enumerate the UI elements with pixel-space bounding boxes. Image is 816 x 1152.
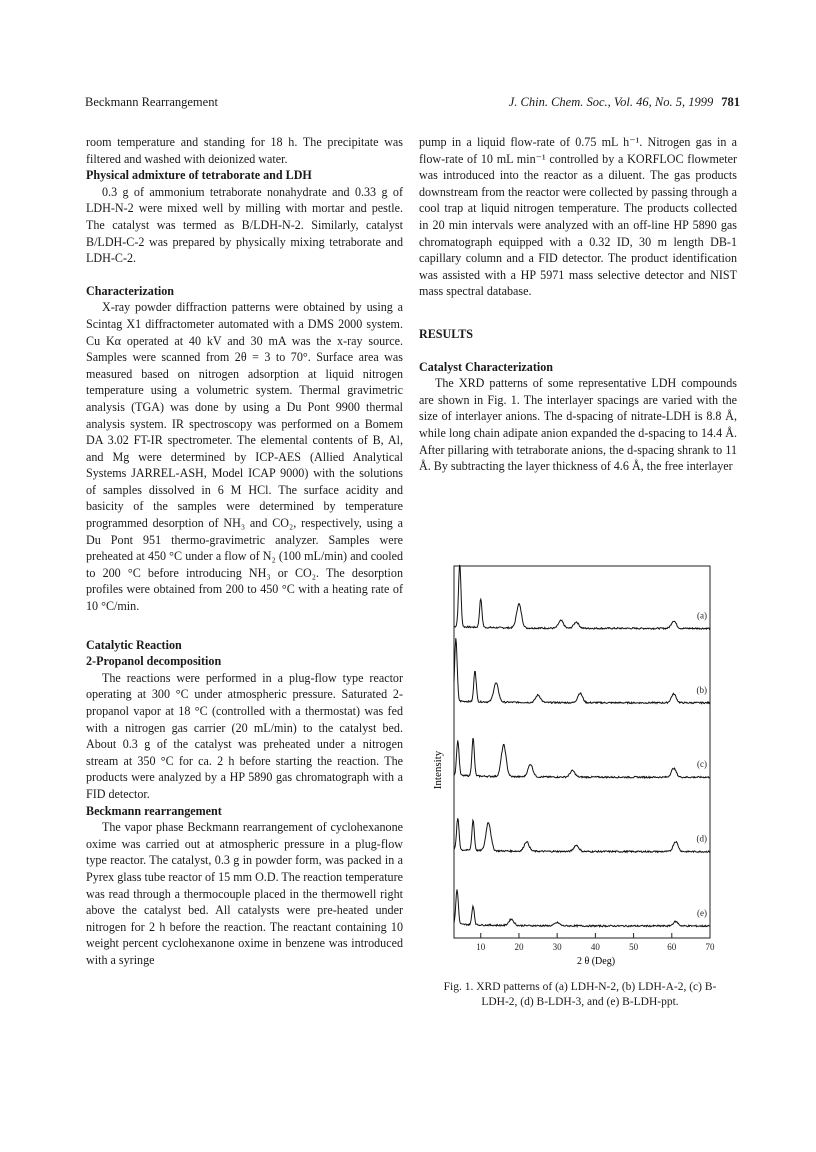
heading-characterization: Characterization <box>86 283 174 298</box>
x-axis-label: 2 θ (Deg) <box>576 956 616 967</box>
header-citation: J. Chin. Chem. Soc., Vol. 46, No. 5, 1999 <box>508 95 714 109</box>
xrd-trace-4 <box>454 818 710 852</box>
paragraph-characterization: X-ray powder diffraction patterns were obtained by using a Scintag X1 diffractometer automated with a DMS 2000 system. Cu Kα operated at 40 kV and 30 mA was the x-ray source. Samples were scanned from 2θ = 3 to 70°. Surface area was measured based on nitrogen adsorption at liquid nitrogen temperature using a volumetric system. Thermal gravimetric analysis (TGA) was done by using a Du Pont 9900 thermal analysis system. IR spectroscopy was performed on a Bomem DA 3.02 FT-IR spectrometer. The elemental contents of B, Al, and Mg were determined by ICP-AES (Allied Analytical Systems JARREL-ASH, Model ICAP 9000) with the solutions of samples dissolved in 6 M HCl. The surface acidity and basicity of the samples were determined by temperature programmed desorption of NH₃ and CO₂, respectively, using a Du Pont 951 thermo-gravimetric analyzer. Samples were preheated at 450 °C under a flow of N₂ (100 mL/min) and cooled to 200 °C before introducing NH₃ or CO₂. The desorption profiles were obtained from 200 to 450 °C with a heating rate of 10 °C/min. <box>86 300 403 614</box>
header-journal <box>509 95 740 110</box>
paragraph-results: The XRD patterns of some representative LDH compounds are shown in Fig. 1. The interlayer spacings are varied with the size of interlayer anions. The d-spacing of nitrate-LDH is 8.8 Å, while long chain adipate anion expanded the d-spacing to 14.4 Å. After pillaring with tetraborate anions, the d-spacing shrank to 11 Å. By subtracting the layer thickness of 4.6 Å, the free interlayer <box>419 376 737 474</box>
figure-caption: Fig. 1. XRD patterns of (a) LDH-N-2, (b) LDH-A-2, (c) B-LDH-2, (d) B-LDH-3, and (e) B-LDH-ppt. <box>443 981 717 1008</box>
series-label: (b) <box>696 684 707 695</box>
paragraph-beckmann: The vapor phase Beckmann rearrangement of cyclohexanone oxime was carried out at atmospheric pressure in a plug-flow type reactor. The catalyst, 0.3 g in powder form, was packed in a Pyrex glass tube reactor of 15 mm O.D. The reaction temperature was read through a thermocouple placed in the thermowell right above the catalyst bed. All catalysts were pre-heated under nitrogen for 2 h before the reaction. The reactant containing 10 weight percent cyclohexanone oxime in benzene was introduced with a syringe <box>86 820 403 967</box>
header-title: Beckmann Rearrangement <box>85 95 218 109</box>
x-tick-label: 40 <box>590 942 600 952</box>
xrd-trace-5 <box>454 889 710 926</box>
x-tick-label: 50 <box>629 942 639 952</box>
x-tick-label: 60 <box>667 942 677 952</box>
xrd-figure <box>420 560 740 970</box>
x-tick-label: 70 <box>705 942 715 952</box>
series-label: (e) <box>697 908 707 918</box>
left-column <box>86 134 403 969</box>
running-header <box>85 95 740 113</box>
y-axis-label: Intensity <box>432 750 444 790</box>
heading-physical-admixture: Physical admixture of tetraborate and LDH <box>86 168 312 183</box>
x-tick-label: 20 <box>514 942 524 952</box>
series-label: (c) <box>697 759 707 770</box>
right-column <box>419 134 737 475</box>
heading-catalytic-reaction: Catalytic Reaction <box>86 637 182 652</box>
paragraph-continued-right: pump in a liquid flow-rate of 0.75 mL h⁻¹. Nitrogen gas in a flow-rate of 10 mL min⁻¹ controlled by a KORFLOC flowmeter was introduced into the reactor as a diluent. The gas products downstream from the reactor were collected by passing through a cool trap at liquid nitrogen temperature. The products collected in 20 min intervals were analyzed with an off-line HP 5890 gas chromatograph equipped with a 0.32 ID, 30 m length DB-1 capillary column and a FID detector. The product identification was assisted with a HP 5971 mass selective detector and NIST mass spectral database. <box>419 135 737 299</box>
xrd-trace-3 <box>454 738 710 778</box>
x-tick-label: 10 <box>476 942 486 952</box>
series-label: (d) <box>696 833 707 844</box>
page-number: 781 <box>721 95 740 109</box>
series-label: (a) <box>697 610 707 621</box>
xrd-plot-area <box>454 565 715 952</box>
paragraph-continued: room temperature and standing for 18 h. The precipitate was filtered and washed with deionized water. <box>86 135 403 166</box>
xrd-trace-2 <box>454 638 710 703</box>
x-tick-label: 30 <box>552 942 562 952</box>
paragraph-physical-admixture: 0.3 g of ammonium tetraborate nonahydrate and 0.33 g of LDH-N-2 were mixed well by milling with mortar and pestle. The catalyst was termed as B/LDH-N-2. Similarly, catalyst B/LDH-C-2 was prepared by physically mixing tetraborate and LDH-C-2. <box>86 184 403 266</box>
plot-frame <box>454 566 710 938</box>
heading-propanol-decomposition: 2-Propanol decomposition <box>86 654 222 669</box>
xrd-trace-1 <box>454 565 710 629</box>
heading-results: RESULTS <box>419 326 474 341</box>
heading-beckmann-rearrangement: Beckmann rearrangement <box>86 803 222 818</box>
heading-catalyst-characterization: Catalyst Characterization <box>419 359 554 374</box>
paragraph-propanol: The reactions were performed in a plug-flow type reactor operating at 300 °C under atmospheric pressure. Saturated 2-propanol vapor at 18 °C (controlled with a thermostat) was fed with a nitrogen gas carrier (20 mL/min) to the catalyst bed. About 0.3 g of the catalyst was preheated under a nitrogen stream at 350 °C for ca. 2 h before starting the reaction. The products were analyzed by a HP 5890 gas chromatograph with a FID detector. <box>86 670 403 801</box>
